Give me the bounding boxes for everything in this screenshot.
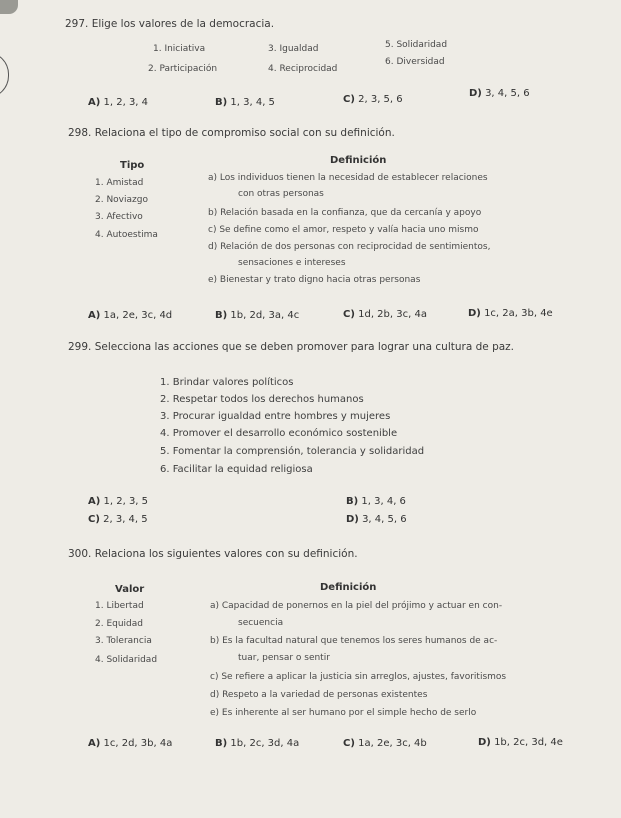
option-letter: C): [88, 514, 100, 525]
page-edge-curve: [0, 52, 9, 98]
option-letter: B): [215, 310, 228, 321]
binding-mark: [0, 0, 18, 14]
q298-option-d[interactable]: [468, 308, 553, 319]
q299-item-3: 3. Procurar igualdad entre hombres y mujeres: [160, 411, 391, 422]
option-text: 1c, 2a, 3b, 4e: [484, 308, 553, 319]
q298-def-b: b) Relación basada en la confianza, que da cercanía y apoyo: [208, 208, 482, 218]
option-letter: C): [343, 309, 355, 320]
q298-def-a-line2: con otras personas: [238, 189, 324, 199]
q297-option-c[interactable]: [343, 94, 403, 105]
q300-value-3: 3. Tolerancia: [95, 636, 152, 646]
q300-option-b[interactable]: [215, 738, 299, 749]
option-letter: A): [88, 496, 101, 507]
option-letter: D): [469, 88, 482, 99]
q300-option-a[interactable]: [88, 738, 172, 749]
q300-def-c: c) Se refiere a aplicar la justicia sin arreglos, ajustes, favoritismos: [210, 672, 507, 682]
q297-item-6: 6. Diversidad: [385, 57, 445, 67]
q298-option-a[interactable]: [88, 310, 172, 321]
q298-column-tipo: Tipo: [120, 160, 145, 171]
q299-item-4: 4. Promover el desarrollo económico sostenible: [160, 428, 398, 439]
q300-def-b-line2: tuar, pensar o sentir: [238, 653, 330, 663]
q300-value-4: 4. Solidaridad: [95, 655, 158, 665]
option-letter: C): [343, 94, 355, 105]
question-299-title: 299. Selecciona las acciones que se deben promover para lograr una cultura de paz.: [68, 341, 515, 353]
q299-option-c[interactable]: [88, 514, 148, 525]
q300-value-1: 1. Libertad: [95, 601, 144, 611]
q300-def-d: d) Respeto a la variedad de personas existentes: [210, 690, 428, 700]
q297-item-3: 3. Igualdad: [268, 44, 319, 54]
option-letter: A): [88, 97, 101, 108]
q297-item-4: 4. Reciprocidad: [268, 64, 338, 74]
q300-option-c[interactable]: [343, 738, 427, 749]
option-text: 1b, 2d, 3a, 4c: [230, 310, 300, 321]
q298-column-definicion: Definición: [330, 155, 387, 166]
option-letter: B): [215, 738, 228, 749]
q298-type-1: 1. Amistad: [95, 178, 144, 188]
q300-def-a-line1: a) Capacidad de ponernos en la piel del prójimo y actuar en con-: [210, 601, 503, 611]
q298-option-b[interactable]: [215, 310, 299, 321]
q297-item-2: 2. Participación: [148, 64, 218, 74]
q299-option-b[interactable]: [346, 496, 406, 507]
q298-type-3: 3. Afectivo: [95, 212, 143, 222]
q298-def-c: c) Se define como el amor, respeto y valía hacia uno mismo: [208, 225, 479, 235]
q297-option-d[interactable]: [469, 88, 530, 99]
q299-option-d[interactable]: [346, 514, 407, 525]
q299-item-5: 5. Fomentar la comprensión, tolerancia y solidaridad: [160, 446, 425, 457]
q298-type-4: 4. Autoestima: [95, 230, 158, 240]
option-text: 3, 4, 5, 6: [362, 514, 407, 525]
option-letter: B): [346, 496, 359, 507]
question-297-title: 297. Elige los valores de la democracia.: [65, 18, 275, 30]
q298-def-d-line1: d) Relación de dos personas con reciprocidad de sentimientos,: [208, 242, 491, 252]
option-text: 1, 2, 3, 4: [103, 97, 149, 108]
option-text: 1, 2, 3, 5: [103, 496, 149, 507]
option-text: 1b, 2c, 3d, 4e: [494, 737, 563, 748]
option-letter: A): [88, 738, 101, 749]
option-text: 1c, 2d, 3b, 4a: [103, 738, 173, 749]
option-text: 3, 4, 5, 6: [485, 88, 530, 99]
question-300-title: 300. Relaciona los siguientes valores con su definición.: [68, 548, 358, 560]
option-letter: D): [468, 308, 481, 319]
q300-option-d[interactable]: [478, 737, 563, 748]
q297-item-1: 1. Iniciativa: [153, 44, 206, 54]
q298-type-2: 2. Noviazgo: [95, 195, 148, 205]
q300-def-b-line1: b) Es la facultad natural que tenemos los seres humanos de ac-: [210, 636, 498, 646]
option-text: 2, 3, 5, 6: [358, 94, 403, 105]
option-text: 2, 3, 4, 5: [103, 514, 148, 525]
q298-def-e: e) Bienestar y trato digno hacia otras personas: [208, 275, 421, 285]
option-text: 1a, 2e, 3c, 4b: [358, 738, 427, 749]
option-text: 1, 3, 4, 5: [230, 97, 275, 108]
q300-def-e: e) Es inherente al ser humano por el simple hecho de serlo: [210, 708, 477, 718]
q299-item-6: 6. Facilitar la equidad religiosa: [160, 464, 313, 475]
q300-value-2: 2. Equidad: [95, 619, 143, 629]
q297-option-b[interactable]: [215, 97, 275, 108]
option-letter: A): [88, 310, 101, 321]
q299-item-2: 2. Respetar todos los derechos humanos: [160, 394, 364, 405]
q298-def-d-line2: sensaciones e intereses: [238, 258, 346, 268]
q300-column-definicion: Definición: [320, 582, 377, 593]
option-letter: B): [215, 97, 228, 108]
option-letter: C): [343, 738, 355, 749]
q298-option-c[interactable]: [343, 309, 427, 320]
option-letter: D): [346, 514, 359, 525]
q299-item-1: 1. Brindar valores políticos: [160, 377, 294, 388]
question-298-title: 298. Relaciona el tipo de compromiso social con su definición.: [68, 127, 395, 139]
option-letter: D): [478, 737, 491, 748]
q297-option-a[interactable]: [88, 97, 148, 108]
option-text: 1a, 2e, 3c, 4d: [103, 310, 173, 321]
q297-item-5: 5. Solidaridad: [385, 40, 448, 50]
q300-column-valor: Valor: [115, 584, 145, 595]
option-text: 1b, 2c, 3d, 4a: [230, 738, 300, 749]
q298-def-a-line1: a) Los individuos tienen la necesidad de establecer relaciones: [208, 173, 488, 183]
q300-def-a-line2: secuencia: [238, 618, 284, 628]
option-text: 1, 3, 4, 6: [361, 496, 406, 507]
option-text: 1d, 2b, 3c, 4a: [358, 309, 427, 320]
q299-option-a[interactable]: [88, 496, 148, 507]
